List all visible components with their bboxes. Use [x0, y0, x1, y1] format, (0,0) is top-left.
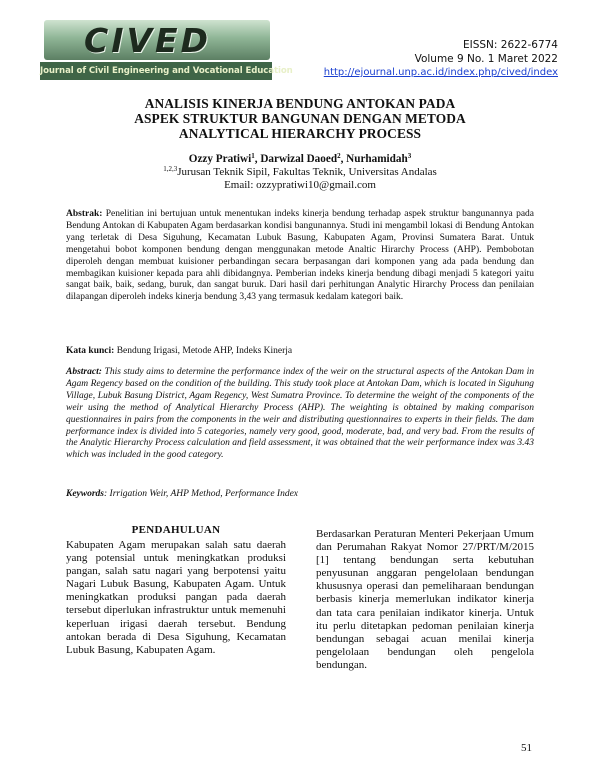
- author-email: Email: ozzypratiwi10@gmail.com: [224, 179, 376, 191]
- title-line: ANALISIS KINERJA BENDUNG ANTOKAN PADA: [144, 96, 456, 111]
- keywords-label: Keywords: [66, 489, 104, 499]
- author-name: Darwizal Daoed: [260, 153, 338, 165]
- affiliation-text: Jurusan Teknik Sipil, Fakultas Teknik, Universitas Andalas: [177, 166, 437, 178]
- abstract-paragraph: [66, 367, 534, 462]
- section-heading: PENDAHULUAN: [131, 524, 221, 536]
- keywords: [66, 489, 534, 501]
- logo-subtitle: Journal of Civil Engineering and Vocational Education: [40, 62, 272, 80]
- keywords-text: : Irrigation Weir, AHP Method, Performance Index: [104, 489, 299, 499]
- title-line: ANALYTICAL HIERARCHY PROCESS: [178, 126, 422, 141]
- author-name: Nurhamidah: [346, 153, 408, 165]
- kata-kunci-text: Bendung Irigasi, Metode AHP, Indeks Kinerja: [116, 346, 293, 356]
- abstrak-label: Abstrak:: [66, 209, 103, 219]
- volume-issue: Volume 9 No. 1 Maret 2022: [414, 53, 558, 65]
- author-list: Ozzy Pratiwi$^1$, Darwizal Daoed$^2$, Nurhamidah$^3$: [188, 152, 412, 165]
- logo-text: CIVED: [84, 21, 211, 60]
- body-column-left: Kabupaten Agam merupakan salah satu daerah yang potensial untuk meningkatkan produksi pangan, salah satu nagari yang berpotensi yaitu Nagari Lubuk Basung, Kabupaten Agam. Untuk meningkatkan produksi pangan pada daerah tersebut diperlukan infrastruktur untuk memenuhi keperluan irigasi daerah tersebut. Bendung antokan berada di Desa Siguhung, Kecamatan Lubuk Basung, Kabupaten Agam.: [66, 539, 286, 656]
- kata-kunci: [66, 346, 534, 358]
- abstrak-paragraph: [66, 209, 534, 304]
- abstract-text: This study aims to determine the performance index of the weir on the structural aspects of the Antokan Dam in Agam Regency based on the condition of the building. This study took place at Antokan Dam, which is located in Siguhung Village, Lubuk Basung District, Agam Regency, West Sumatra Province. To determine the weight of the components of the weir using the method of Analytical Hierarchy Process (AHP). The weighting is obtained by making comparison questionnaires in pairs from the components in the weir and distributing questionnaires to experts in their fields. The dam performance index is divided into 5 categories, namely very good, good, moderate, bad, and very bad. From the results of the Analytic Hierarchy Process calculation and field assessment, it was obtained that the weir performance index was 3.43 which was included in the good category.: [66, 367, 535, 461]
- eissn: EISSN: 2622-6774: [462, 39, 558, 51]
- affiliation: [60, 166, 540, 179]
- kata-kunci-label: Kata kunci:: [66, 346, 115, 356]
- journal-url-link[interactable]: http://ejournal.unp.ac.id/index.php/cived/index: [323, 67, 558, 78]
- author-sup: 1: [251, 152, 255, 160]
- abstrak-text: Penelitian ini bertujuan untuk menentukan indeks kinerja bendung terhadap aspek struktur bangunannya pada Bendung Antokan di Kabupaten Agam berdasarkan kondisi bangunannya. Studi ini mengambil lokasi di Bendung Antokan yang terletak di Desa Siguhung, Kecamatan Lubuk Basung, Kabupaten Agam, Provinsi Sumatera Barat. Untuk mengetahui bobot komponen bendung dengan menggunakan metode Analtic Hirarchy Process (AHP). Pembobotan diperoleh dengan membuat kuisioner perbandingan secara berpasangan dari komponen yang ada pada bendung dan membagikan kuisioner kepada para ahli dibidangnya. Pemberian indeks kinerja bendung dibagi menjadi 5 kategori yaitu sangat baik, baik, sedang, buruk, dan sangat buruk. Dari hasil dari perhitungan Analytic Hirarchy Process dan penilaian dilapangan diperoleh indeks kinerja bendung 3,43 yang termasuk kedalam kategori baik.: [66, 209, 534, 303]
- title-line: ASPEK STRUKTUR BANGUNAN DENGAN METODA: [134, 111, 466, 126]
- author-sup: 2: [337, 152, 341, 160]
- journal-logo: [40, 20, 293, 82]
- paper-title: [60, 96, 540, 141]
- author-sup: 3: [407, 152, 412, 160]
- abstract-label: Abstract:: [66, 367, 102, 377]
- affiliation-sup: 1,2,3: [163, 165, 178, 173]
- author-name: Ozzy Pratiwi: [188, 153, 252, 165]
- body-column-right: Berdasarkan Peraturan Menteri Pekerjaan Umum dan Perumahan Rakyat Nomor 27/PRT/M/2015 [1] tentang bendungan serta kebutuhan penyusunan anggaran pengelolaan bendungan khususnya operasi dan pemeliharaan bendungan berbasis kinerja memerlukan indikator kinerja dan tata cara penilaian indikator kinerja. Untuk itu perlu ditetapkan pedoman penilaian kinerja bendungan sebagai acuan menilai kinerja pengelolaan bendungan oleh pengelola bendungan.: [316, 528, 534, 671]
- page-number: 51: [521, 742, 532, 754]
- journal-info: [324, 38, 558, 80]
- logo-banner: [44, 20, 270, 60]
